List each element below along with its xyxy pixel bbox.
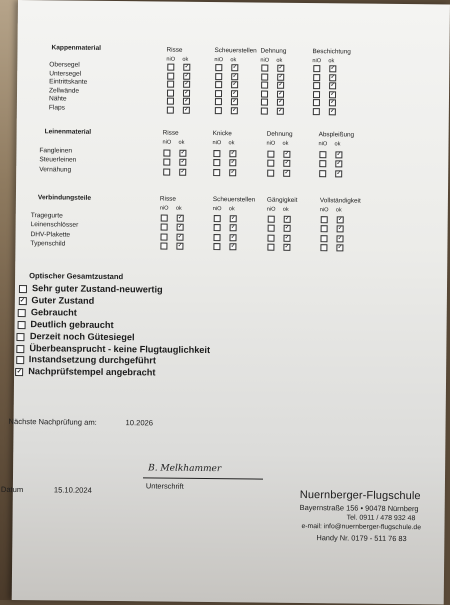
ok-subheader: ok xyxy=(328,58,335,65)
condition-checkbox-empty xyxy=(16,356,24,364)
checkbox-checked xyxy=(183,107,190,114)
row-label: Steuerleinen xyxy=(39,156,77,165)
checkbox-empty xyxy=(163,150,170,157)
checkbox-checked xyxy=(183,90,190,97)
optical-condition-title: Optischer Gesamtzustand xyxy=(29,271,124,282)
checkbox-checked xyxy=(230,215,237,222)
checkbox-checked xyxy=(277,108,284,115)
ok-subheader: ok xyxy=(230,57,237,64)
checkbox-checked xyxy=(337,226,344,233)
checkbox-empty xyxy=(160,243,167,250)
row-label: Flaps xyxy=(48,104,66,112)
row-label: Eintrittskante xyxy=(49,78,88,86)
checkbox-empty xyxy=(160,233,167,240)
checkbox-empty xyxy=(313,99,320,106)
nio-subheader: niO xyxy=(212,206,222,213)
checkbox-checked xyxy=(277,91,284,98)
checkbox-checked xyxy=(183,64,190,71)
checkbox-checked xyxy=(284,225,291,232)
row-label: Typenschild xyxy=(30,240,66,248)
ok-subheader: ok xyxy=(228,206,235,213)
checkbox-checked xyxy=(336,245,343,252)
unterschrift-label: Unterschrift xyxy=(145,481,184,491)
checkbox-checked xyxy=(329,65,336,72)
checkbox-checked xyxy=(335,151,342,158)
checkbox-checked xyxy=(179,150,186,157)
checkbox-empty xyxy=(161,224,168,231)
checkbox-empty xyxy=(261,90,268,97)
condition-checkbox-empty xyxy=(17,333,25,341)
checkbox-empty xyxy=(261,73,268,80)
checkbox-empty xyxy=(261,99,268,106)
ok-subheader: ok xyxy=(276,57,283,64)
next-inspection-label: Nächste Nachprüfung am: xyxy=(8,416,97,427)
checkbox-empty xyxy=(313,108,320,115)
checkbox-checked xyxy=(283,244,290,251)
checkbox-empty xyxy=(267,244,274,251)
checkbox-checked xyxy=(179,168,186,175)
column-header: Beschichtung xyxy=(312,48,351,56)
ok-subheader: ok xyxy=(228,140,235,147)
checkbox-empty xyxy=(321,226,328,233)
checkbox-empty xyxy=(213,169,220,176)
checkbox-checked xyxy=(183,98,190,105)
row-label: Obersegel xyxy=(49,61,80,69)
checkbox-empty xyxy=(261,108,268,115)
checkbox-empty xyxy=(320,244,327,251)
signature-line xyxy=(143,477,263,479)
checkbox-empty xyxy=(167,72,174,79)
ok-subheader: ok xyxy=(282,206,289,213)
condition-checkbox-empty xyxy=(19,285,27,293)
checkbox-empty xyxy=(267,169,274,176)
row-label: DHV-Plakette xyxy=(30,230,71,239)
checkbox-checked xyxy=(277,73,284,80)
checkbox-checked xyxy=(231,64,238,71)
checkbox-empty xyxy=(214,215,221,222)
nio-subheader: niO xyxy=(266,140,276,147)
checkbox-checked xyxy=(283,170,290,177)
condition-checkbox-empty xyxy=(18,309,26,317)
checkbox-empty xyxy=(319,151,326,158)
checkbox-empty xyxy=(261,65,268,72)
nio-subheader: niO xyxy=(260,57,270,64)
column-header: Risse xyxy=(159,195,176,203)
nio-subheader: niO xyxy=(214,57,224,64)
column-header: Risse xyxy=(166,46,183,54)
checkbox-checked xyxy=(336,235,343,242)
checkbox-checked xyxy=(183,72,190,79)
condition-label: Sehr guter Zustand-neuwertig xyxy=(31,283,163,295)
checkbox-checked xyxy=(229,160,236,167)
date-value: 15.10.2024 xyxy=(53,485,92,495)
checkbox-empty xyxy=(215,90,222,97)
date-label: Datum xyxy=(0,484,24,495)
section-title: Kappenmaterial xyxy=(51,44,102,52)
checkbox-checked xyxy=(176,233,183,240)
checkbox-checked xyxy=(277,82,284,89)
stamp-phone: Tel. 0911 / 478 932 48 xyxy=(346,514,416,523)
checkbox-checked xyxy=(329,82,336,89)
condition-checkbox-empty xyxy=(17,321,25,329)
checkbox-checked xyxy=(231,73,238,80)
checkbox-empty xyxy=(215,107,222,114)
checkbox-empty xyxy=(215,81,222,88)
row-label: Zellwände xyxy=(49,87,80,95)
stamp-company: Nuernberger-Flugschule xyxy=(299,488,421,503)
condition-label: Deutlich gebraucht xyxy=(30,318,114,330)
checkbox-checked xyxy=(231,99,238,106)
checkbox-empty xyxy=(167,64,174,71)
checkbox-empty xyxy=(313,91,320,98)
checkbox-empty xyxy=(213,159,220,166)
checkbox-checked xyxy=(231,90,238,97)
checkbox-checked xyxy=(283,151,290,158)
checkbox-checked xyxy=(329,74,336,81)
column-header: Abspleißung xyxy=(318,131,355,139)
checkbox-checked xyxy=(335,170,342,177)
column-header: Knicke xyxy=(212,130,232,138)
checkbox-checked xyxy=(229,243,236,250)
section-title: Verbindungsteile xyxy=(37,194,92,202)
ok-subheader: ok xyxy=(335,207,342,214)
checkbox-checked xyxy=(231,107,238,114)
checkbox-checked xyxy=(337,216,344,223)
checkbox-checked xyxy=(329,108,336,115)
checkbox-empty xyxy=(268,216,275,223)
column-header: Dehnung xyxy=(260,47,287,55)
checkbox-empty xyxy=(313,74,320,81)
checkbox-checked xyxy=(177,224,184,231)
nio-subheader: niO xyxy=(319,207,329,214)
section-kappenmaterial xyxy=(18,0,450,112)
checkbox-checked xyxy=(277,99,284,106)
checkbox-checked xyxy=(179,159,186,166)
checkbox-empty xyxy=(161,215,168,222)
checkbox-checked xyxy=(284,216,291,223)
condition-label: Überbeansprucht - keine Flugtauglichkeit xyxy=(29,342,211,355)
stamp-mobile: Handy Nr. 0179 - 511 76 83 xyxy=(316,533,407,544)
checkbox-empty xyxy=(261,82,268,89)
checkbox-checked xyxy=(231,81,238,88)
row-label: Vernähung xyxy=(39,166,72,174)
checkbox-empty xyxy=(319,161,326,168)
checkbox-checked xyxy=(229,234,236,241)
checkbox-checked xyxy=(177,215,184,222)
checkbox-checked xyxy=(329,91,336,98)
ok-subheader: ok xyxy=(282,140,289,147)
checkbox-empty xyxy=(167,81,174,88)
column-header: Scheuerstellen xyxy=(212,196,256,204)
checkbox-empty xyxy=(213,243,220,250)
checkbox-checked xyxy=(229,169,236,176)
next-inspection-value: 10.2026 xyxy=(125,418,154,428)
checkbox-empty xyxy=(214,224,221,231)
checkbox-empty xyxy=(320,235,327,242)
checkbox-empty xyxy=(319,170,326,177)
checkbox-empty xyxy=(215,98,222,105)
stamp-email: e-mail: info@nuernberger-flugschule.de xyxy=(301,522,422,532)
nio-subheader: niO xyxy=(266,206,276,213)
checkbox-empty xyxy=(313,65,320,72)
ok-subheader: ok xyxy=(175,205,182,212)
ok-subheader: ok xyxy=(178,139,185,146)
checkbox-empty xyxy=(268,225,275,232)
checkbox-empty xyxy=(267,160,274,167)
checkbox-checked xyxy=(329,100,336,107)
row-label: Leinenschlösser xyxy=(30,221,79,230)
condition-label: Instandsetzung durchgeführt xyxy=(28,354,156,366)
condition-label: Derzeit noch Gütesiegel xyxy=(29,330,135,342)
checkbox-empty xyxy=(267,234,274,241)
checkbox-empty xyxy=(215,73,222,80)
checkbox-empty xyxy=(167,89,174,96)
checkbox-empty xyxy=(215,64,222,71)
checkbox-empty xyxy=(167,98,174,105)
checkbox-empty xyxy=(163,159,170,166)
checkbox-empty xyxy=(213,150,220,157)
nio-subheader: niO xyxy=(212,140,222,147)
checkbox-checked xyxy=(283,235,290,242)
checkbox-checked xyxy=(183,81,190,88)
checkbox-checked xyxy=(230,225,237,232)
row-label: Untersegel xyxy=(49,69,82,78)
row-label: Fangleinen xyxy=(39,147,73,155)
row-label: Nähte xyxy=(48,95,67,103)
column-header: Gängigkeit xyxy=(266,196,298,204)
column-header: Vollständigkeit xyxy=(319,197,361,205)
condition-checkbox-checked xyxy=(15,368,23,376)
checkbox-empty xyxy=(267,151,274,158)
condition-checkbox-checked xyxy=(18,297,26,305)
section-title: Leinenmaterial xyxy=(44,128,92,136)
checkbox-empty xyxy=(167,107,174,114)
nio-subheader: niO xyxy=(166,56,176,63)
nio-subheader: niO xyxy=(318,141,328,148)
condition-label: Gebraucht xyxy=(30,306,77,318)
nio-subheader: niO xyxy=(159,205,169,212)
stamp-address: Bayernstraße 156 • 90478 Nürnberg xyxy=(299,502,419,514)
checkbox-checked xyxy=(229,150,236,157)
checkbox-checked xyxy=(176,243,183,250)
checkbox-empty xyxy=(313,82,320,89)
nio-subheader: niO xyxy=(162,139,172,146)
column-header: Risse xyxy=(162,129,179,137)
checkbox-checked xyxy=(283,160,290,167)
ok-subheader: ok xyxy=(334,141,341,148)
ok-subheader: ok xyxy=(182,56,189,63)
nio-subheader: niO xyxy=(312,58,322,65)
checkbox-empty xyxy=(321,216,328,223)
column-header: Scheuerstellen xyxy=(214,47,257,55)
checkbox-empty xyxy=(213,234,220,241)
checkbox-checked xyxy=(277,65,284,72)
row-label: Tragegurte xyxy=(30,212,63,220)
handwritten-signature: B. Melkhammer xyxy=(148,463,222,475)
condition-label: Nachprüfstempel angebracht xyxy=(28,366,156,378)
column-header: Dehnung xyxy=(266,130,293,138)
checkbox-checked xyxy=(335,161,342,168)
checkbox-empty xyxy=(163,168,170,175)
condition-checkbox-empty xyxy=(16,345,24,353)
condition-label: Guter Zustand xyxy=(31,295,95,306)
